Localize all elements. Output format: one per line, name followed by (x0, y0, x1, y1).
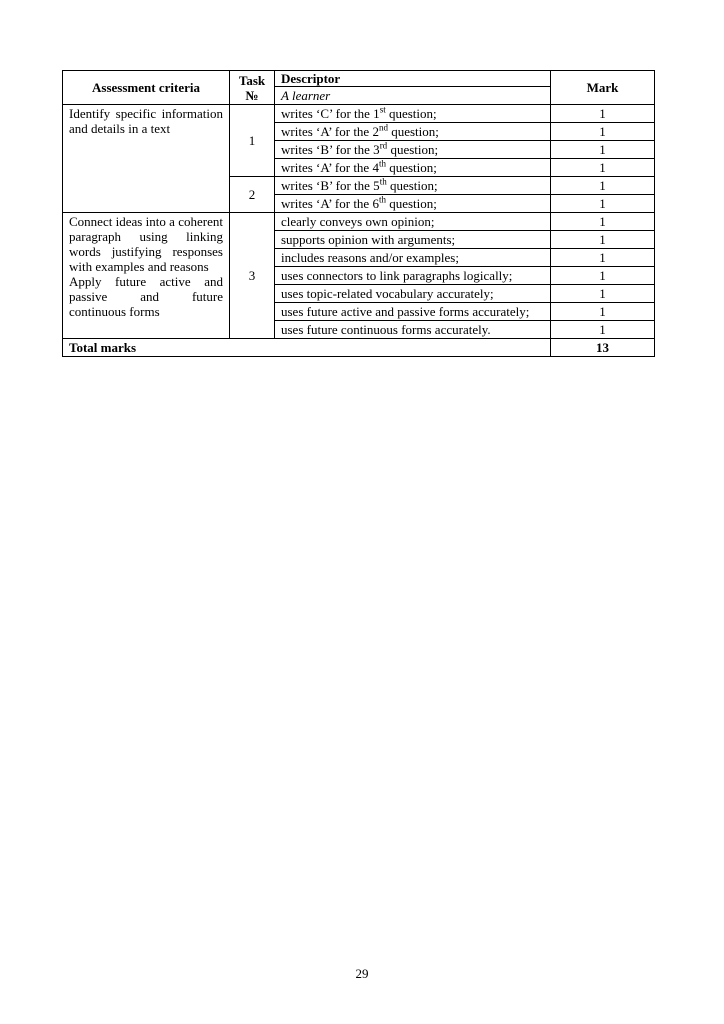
mark-cell: 1 (551, 285, 655, 303)
descriptor-cell: writes ‘A’ for the 4th question; (275, 159, 551, 177)
header-row (63, 71, 655, 87)
header-learner: A learner (275, 87, 551, 105)
task-cell-1: 1 (230, 105, 275, 177)
criteria-text: Apply future active and passive and future continuous forms (69, 274, 223, 319)
page-number: 29 (355, 966, 369, 981)
task-cell-2: 2 (230, 177, 275, 213)
criteria-text: Connect ideas into a coherent paragraph using linking words justifying responses with examples and reasons (69, 214, 223, 274)
mark-cell: 1 (551, 105, 655, 123)
header-mark: Mark (551, 71, 655, 105)
criteria-group-1 (63, 105, 230, 213)
descriptor-cell: writes ‘B’ for the 5th question; (275, 177, 551, 195)
descriptor-cell: uses topic-related vocabulary accurately; (275, 285, 551, 303)
mark-cell: 1 (551, 123, 655, 141)
mark-cell: 1 (551, 231, 655, 249)
mark-cell: 1 (551, 195, 655, 213)
total-value: 13 (551, 339, 655, 357)
descriptor-cell: writes ‘B’ for the 3rd question; (275, 141, 551, 159)
descriptor-cell: uses future continuous forms accurately. (275, 321, 551, 339)
task-cell-3: 3 (230, 213, 275, 339)
mark-cell: 1 (551, 141, 655, 159)
mark-cell: 1 (551, 249, 655, 267)
mark-cell: 1 (551, 177, 655, 195)
descriptor-cell: writes ‘A’ for the 6th question; (275, 195, 551, 213)
criteria-text: Identify specific information and details in a text (69, 106, 223, 136)
assessment-table (62, 70, 655, 357)
table-row (63, 213, 655, 231)
descriptor-cell: uses connectors to link paragraphs logically; (275, 267, 551, 285)
mark-cell: 1 (551, 213, 655, 231)
total-row (63, 339, 655, 357)
header-task-word: Task (238, 72, 266, 88)
descriptor-cell: supports opinion with arguments; (275, 231, 551, 249)
descriptor-cell: writes ‘C’ for the 1st question; (275, 105, 551, 123)
mark-cell: 1 (551, 267, 655, 285)
mark-cell: 1 (551, 321, 655, 339)
mark-cell: 1 (551, 303, 655, 321)
descriptor-cell: writes ‘A’ for the 2nd question; (275, 123, 551, 141)
table-row (63, 105, 655, 123)
descriptor-cell: uses future active and passive forms accurately; (275, 303, 551, 321)
header-task-number-sign: № (245, 87, 259, 103)
mark-cell: 1 (551, 159, 655, 177)
total-label: Total marks (63, 339, 551, 357)
header-criteria: Assessment criteria (63, 71, 230, 105)
header-descriptor: Descriptor (275, 71, 551, 87)
header-task (230, 71, 275, 105)
descriptor-cell: includes reasons and/or examples; (275, 249, 551, 267)
descriptor-cell: clearly conveys own opinion; (275, 213, 551, 231)
assessment-sheet (62, 70, 655, 357)
criteria-group-2 (63, 213, 230, 339)
